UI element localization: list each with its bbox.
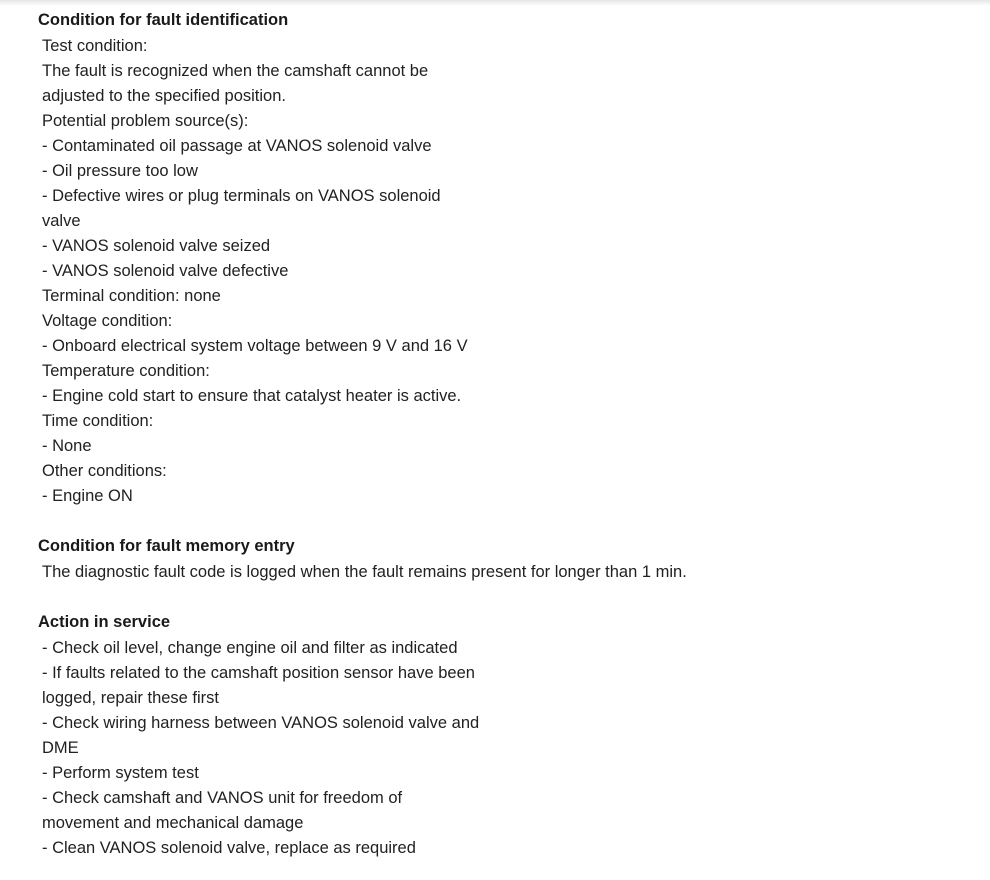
text-line: adjusted to the specified position. xyxy=(42,87,286,105)
section-heading: Condition for fault identification xyxy=(38,11,289,29)
text-line: Other conditions: xyxy=(42,462,167,480)
list-item: - Check wiring harness between VANOS solenoid valve and xyxy=(42,714,480,732)
list-item: - Perform system test xyxy=(42,764,199,782)
list-item: - Defective wires or plug terminals on VANOS solenoid xyxy=(42,187,441,205)
section-fault-memory-entry xyxy=(38,534,968,585)
section-fault-identification xyxy=(38,8,968,509)
list-item: - VANOS solenoid valve seized xyxy=(42,237,271,255)
text-line: The fault is recognized when the camshaft cannot be xyxy=(42,62,429,80)
text-line: Voltage condition: xyxy=(42,312,173,330)
document-content xyxy=(38,8,968,861)
list-item: - Engine cold start to ensure that catalyst heater is active. xyxy=(42,387,462,405)
list-item: - Clean VANOS solenoid valve, replace as required xyxy=(42,839,416,857)
text-line: Terminal condition: none xyxy=(42,287,221,305)
section-heading: Condition for fault memory entry xyxy=(38,537,295,555)
list-item: - If faults related to the camshaft position sensor have been xyxy=(42,664,475,682)
list-item-continuation: logged, repair these first xyxy=(42,689,220,707)
list-item: - Check camshaft and VANOS unit for freedom of xyxy=(42,789,403,807)
list-item: - Oil pressure too low xyxy=(42,162,198,180)
text-line: Test condition: xyxy=(42,37,148,55)
list-item: - Check oil level, change engine oil and filter as indicated xyxy=(42,639,458,657)
section-spacer xyxy=(38,509,968,534)
list-item: - Engine ON xyxy=(42,487,133,505)
section-body xyxy=(38,560,968,585)
section-heading: Action in service xyxy=(38,613,171,631)
list-item: - VANOS solenoid valve defective xyxy=(42,262,289,280)
section-body xyxy=(38,34,968,509)
list-item: - None xyxy=(42,437,92,455)
list-item: - Contaminated oil passage at VANOS solenoid valve xyxy=(42,137,432,155)
text-line: Potential problem source(s): xyxy=(42,112,249,130)
top-edge-shadow xyxy=(0,0,990,6)
text-line: The diagnostic fault code is logged when the fault remains present for longer than 1 min. xyxy=(42,563,687,581)
section-action-in-service xyxy=(38,610,968,861)
section-spacer xyxy=(38,585,968,610)
list-item-continuation: DME xyxy=(42,739,79,757)
text-line: Time condition: xyxy=(42,412,154,430)
list-item: - Onboard electrical system voltage between 9 V and 16 V xyxy=(42,337,468,355)
list-item-continuation: movement and mechanical damage xyxy=(42,814,304,832)
list-item-continuation: valve xyxy=(42,212,81,230)
text-line: Temperature condition: xyxy=(42,362,210,380)
section-body xyxy=(38,636,968,861)
